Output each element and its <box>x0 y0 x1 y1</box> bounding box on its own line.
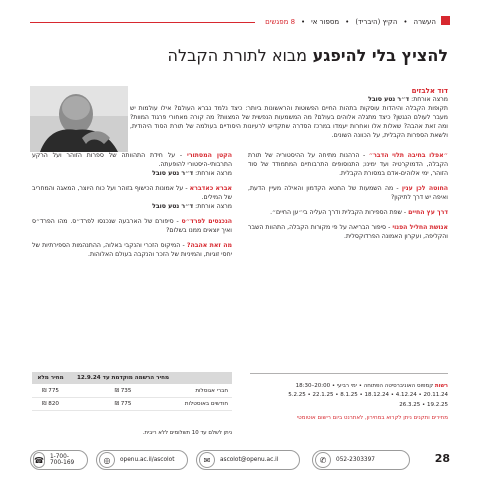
topic-text: - סיפורם של הארבעה שנכנסו לפרד״ס. מהו הפרד״ס ואיך יוצאים ממנו בשלום? <box>32 217 232 234</box>
guest-lecturer: מרצה אורחת: ד״ר נטע סובל <box>152 202 232 210</box>
whatsapp-icon: ✆ <box>315 452 331 468</box>
table-row: חברי אגוסלות 735 ₪ 775 ₪ <box>32 385 232 398</box>
page-number: 28 <box>434 452 450 465</box>
breadcrumb-item: העשרה <box>413 18 436 26</box>
topic-text: - סיפור הבריאה על פי מקורות הקבלה, התהוות השבר והקליפה, ועקרון האמונה הפרדוקסלית. <box>248 223 448 240</box>
globe-icon: ◎ <box>99 452 115 468</box>
topic-item <box>32 242 232 260</box>
topics-left-column <box>32 152 232 266</box>
topic-text: - על חידת התהוותה של ספרות הזוהר ועל הרקע התרבותי-היסטורי להופעתה. <box>32 152 232 168</box>
lecturer-block <box>130 86 448 141</box>
website-contact[interactable]: ◎ openu.ac.il/ascolot <box>96 450 188 470</box>
price-table <box>32 372 232 411</box>
schedule-line: 19.2.25 • 26.3.25 <box>399 401 448 408</box>
guest-prefix: מרצה אורחת: <box>411 96 448 104</box>
table-row: חודשים באוסטלות 775 ₪ 820 ₪ <box>32 398 232 411</box>
topic-title: ״אפלו בחיבה תלוי הדבר״ <box>368 152 449 159</box>
page-title <box>30 46 448 65</box>
topic-item <box>248 185 448 203</box>
topic-text: - מה השמעות של החטא הקדמון והאילה מעיין הדעת, ואיפה יש דרך לתיקון? <box>248 184 448 201</box>
price-header: מחיר מלא <box>32 372 69 385</box>
price-header: מחיר הרשמה מוקדמת עד 12.9.24 <box>69 372 177 385</box>
price-header <box>177 372 232 385</box>
topic-item <box>248 224 448 242</box>
schedule-footnote: מחירים ותקנים ניתן לקרוא במחירון, לאתרנט ביום רישום אוטומטי <box>296 415 448 422</box>
email-contact[interactable]: ✉ ascolot@openu.ac.il <box>196 450 300 470</box>
course-description: תקופות הקבלה והיהדות עוסקות בתהות החיים הפשוטות והראשונות ביותר: כיצד נלמד נברא העולם? אילו עולמות יש מעבר לעולם הנגשן? כיצד מתגלה אלוהים בעולם? מה המשמעות הנפשית של המצוות? מה קורה מאחורי פרגוד המוות? ומה זאת אהבה? שאלות אלו ואחרות יעמדו במרכז הסדרה שתקדיש לרעיונות היסודיים בעולמה של תורת הסוד היהודית, ולשאת הספרות הקבלית, על הכוונה השונים. <box>130 105 448 140</box>
topic-text: - שפת הספירות הקבלית ודרך העליה בי״ען החיים״. <box>270 208 407 216</box>
topic-text: - המיקוס הזכרי והנקבי באלוה, ההתנהמות הספירתיות של יחסי זוגיות, והמיניות של הזכר והנקבה בעולם האלוהות. <box>32 241 232 258</box>
mobile-contact[interactable]: ✆ 052-2303397 <box>312 450 410 470</box>
section-marker <box>441 16 450 25</box>
topic-title: אנושת החליל הפנוי <box>392 223 448 231</box>
mail-icon: ✉ <box>199 452 215 468</box>
breadcrumb-item: 8 מפגשים <box>265 18 296 26</box>
schedule-line: 20.11.24 • 4.12.24 • 18.12.24 • 8.1.25 • 22.1.25 • 5.2.25 <box>288 392 448 399</box>
topic-title: מה זאת אהבה? <box>186 241 232 249</box>
topic-text: - הרהנות מתיחה על ההיסטוריה של תורת הקבלה, הדמוקרטיה ועד ימינו; התנוסופים התרבותיים המתמודד של סוד הזוהר, ימי אלוהים-אדם במסורת הקבלית. <box>248 152 448 177</box>
guest-name: ד״ר נטע סובל <box>368 96 410 104</box>
footer <box>30 450 450 470</box>
title-bold: להציץ בלי להיפגע <box>312 46 448 65</box>
topic-title: אברא כאדברא <box>189 184 233 192</box>
topics-right-column <box>248 152 448 248</box>
breadcrumb-item: הקיץ (היבריד) <box>355 18 398 26</box>
dates-divider <box>250 373 448 374</box>
title-rest: מבוא לתורת הקבלה <box>167 46 308 65</box>
breadcrumb-item: מספור אי <box>311 18 340 26</box>
portrait-photo <box>30 86 128 152</box>
schedule-line: רשות קמפוס האוניברסיטה הפתוחה • ימי רביעי • 20:00–18:30 <box>295 383 448 389</box>
phone-contact[interactable]: ☎ 1-700-700-169 <box>30 450 88 470</box>
header-rule <box>30 22 255 23</box>
price-note: ניתן לשלם עד 10 תשלומים ללא ריבית. <box>142 430 232 436</box>
topic-item <box>32 218 232 236</box>
schedule-block <box>250 382 448 423</box>
schedule-label: רשות <box>434 383 448 389</box>
lecturer-name: דוד אלבזים <box>411 87 448 95</box>
topic-title: הנכנסים לפרד״ס <box>181 217 232 225</box>
topic-item <box>248 209 448 218</box>
topic-title: דרך עץ החיים <box>408 208 448 216</box>
breadcrumb: העשרה • הקיץ (היבריד) • מספור אי • 8 מפגשים <box>30 14 436 30</box>
topic-item <box>32 152 232 179</box>
guest-lecturer <box>130 96 448 105</box>
topic-text: - על אמונות הכישוף בזוהר ועל כוח היוצר, המאגה והמחריב של המילים. <box>32 184 232 201</box>
phone-icon: ☎ <box>33 452 45 468</box>
topic-title: החוטה לכן ענין <box>401 184 448 192</box>
topic-item <box>32 185 232 212</box>
topic-item <box>248 152 448 179</box>
guest-lecturer: מרצה אורחת: ד״ר נטע סובל <box>152 169 232 177</box>
topic-title: הקטן המסתורי <box>187 152 232 159</box>
